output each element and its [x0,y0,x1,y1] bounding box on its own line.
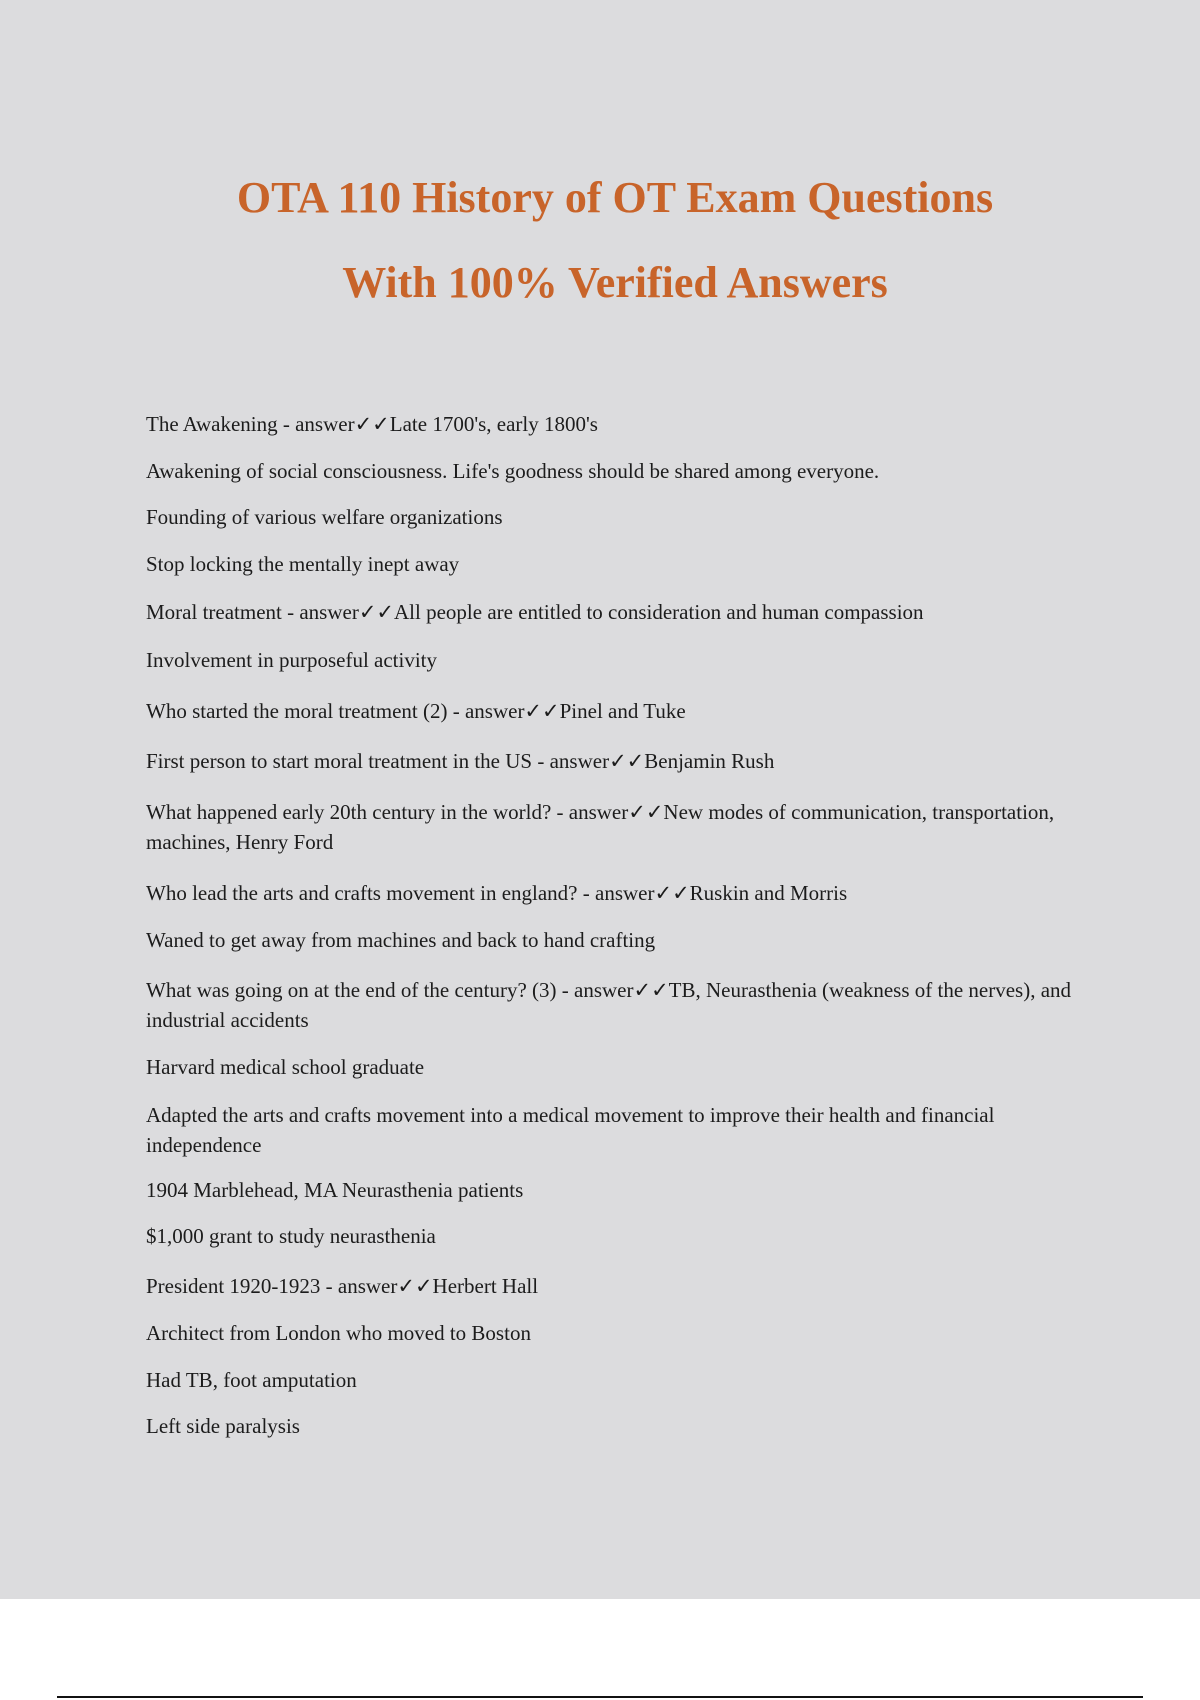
document-title-line-1: OTA 110 History of OT Exam Questions [236,173,994,222]
qa-line: What happened early 20th century in the world? - answer✓✓New modes of communication, transportation, machines, Henry Ford [146,800,1055,854]
qa-line: 1904 Marblehead, MA Neurasthenia patients [146,1178,524,1202]
qa-line: Architect from London who moved to Boston [146,1321,531,1345]
qa-line: Left side paralysis [146,1414,300,1438]
qa-line: Harvard medical school graduate [146,1055,425,1079]
qa-line: Moral treatment - answer✓✓All people are entitled to consideration and human compassion [146,600,924,624]
footer-rule [57,1696,1143,1698]
qa-line: President 1920-1923 - answer✓✓Herbert Hall [146,1274,539,1298]
qa-line: Adapted the arts and crafts movement into a medical movement to improve their health and financial independence [146,1103,995,1157]
qa-line: Stop locking the mentally inept away [146,552,460,576]
qa-line: Waned to get away from machines and back to hand crafting [146,928,656,952]
qa-line: What was going on at the end of the century? (3) - answer✓✓TB, Neurasthenia (weakness of the nerves), and industrial accidents [146,978,1072,1032]
qa-line: Awakening of social consciousness. Life's goodness should be shared among everyone. [146,459,880,483]
qa-line: Who started the moral treatment (2) - answer✓✓Pinel and Tuke [146,699,686,723]
qa-line: Who lead the arts and crafts movement in england? - answer✓✓Ruskin and Morris [146,881,848,905]
qa-line: The Awakening - answer✓✓Late 1700's, early 1800's [146,412,598,436]
document-title-line-2: With 100% Verified Answers [342,258,888,307]
qa-line: $1,000 grant to study neurasthenia [146,1224,436,1248]
qa-line: Founding of various welfare organizations [146,505,503,529]
qa-line: Involvement in purposeful activity [146,648,438,672]
qa-line: Had TB, foot amputation [146,1368,357,1392]
qa-line: First person to start moral treatment in the US - answer✓✓Benjamin Rush [146,749,775,773]
